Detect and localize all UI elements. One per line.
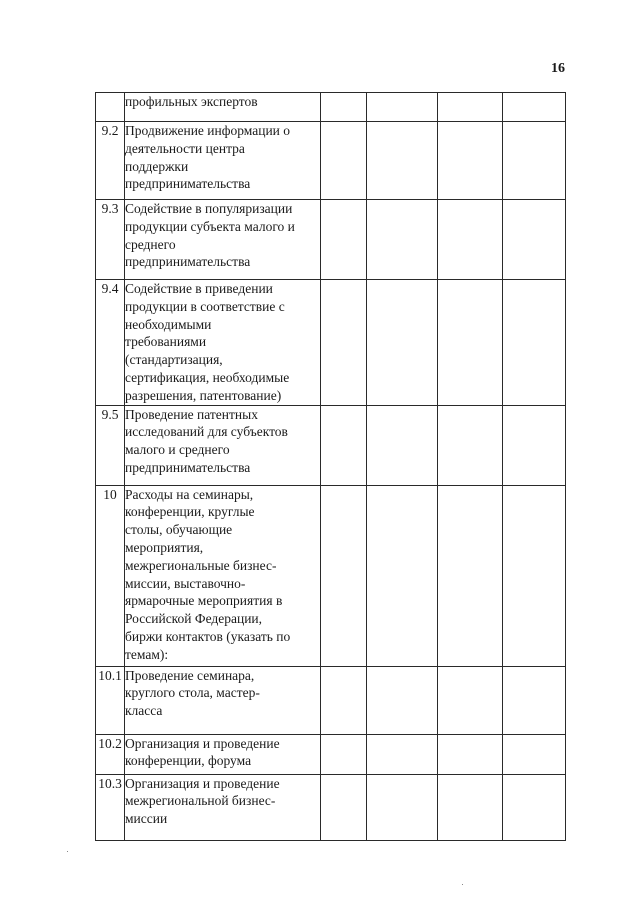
description-line: предпринимательства [125,176,251,192]
empty-cell [438,280,503,406]
empty-cell [367,774,438,840]
empty-cell [503,200,566,280]
item-description [125,93,321,122]
empty-cell [321,734,367,774]
description-line: среднего [125,236,176,252]
empty-cell [438,93,503,122]
description-line: Расходы на семинары, [125,486,254,502]
empty-cell [503,774,566,840]
empty-cell [321,122,367,200]
table-row [96,405,566,485]
item-description [125,280,321,406]
empty-cell [321,666,367,734]
description-line: миссии, выставочно- [125,575,246,591]
description-line: Организация и проведение [125,735,280,751]
empty-cell [321,280,367,406]
description-line: круглого стола, мастер- [125,685,260,701]
empty-cell [503,93,566,122]
empty-cell [321,485,367,666]
item-number: 9.4 [96,280,125,406]
description-line: конференции, круглые [125,504,255,520]
scan-speck [67,851,68,852]
description-line: конференции, форума [125,753,252,769]
page-number: 16 [551,61,565,76]
item-number: 10 [96,485,125,666]
scan-speck [462,884,463,885]
empty-cell [367,666,438,734]
empty-cell [503,405,566,485]
description-line: продукции в соответствие с [125,298,285,314]
description-line: Проведение семинара, [125,667,255,683]
empty-cell [503,485,566,666]
description-line: Проведение патентных [125,406,258,422]
description-line: темам): [125,646,169,662]
plan-table [95,92,566,841]
empty-cell [367,734,438,774]
description-line: малого и среднего [125,442,230,458]
empty-cell [438,200,503,280]
description-line: исследований для субъектов [125,424,288,440]
table-row [96,774,566,840]
item-description [125,405,321,485]
item-number: 10.1 [96,666,125,734]
empty-cell [367,122,438,200]
description-line: мероприятия, [125,539,204,555]
item-description [125,774,321,840]
empty-cell [367,485,438,666]
item-description [125,122,321,200]
item-description [125,200,321,280]
item-description [125,485,321,666]
description-line: (стандартизация, [125,352,223,368]
description-line: Содействие в приведении [125,281,273,296]
table-row [96,93,566,122]
empty-cell [367,200,438,280]
description-line: требованиями [125,334,207,350]
empty-cell [367,280,438,406]
empty-cell [321,774,367,840]
description-line: миссии [125,811,168,827]
description-line: ярмарочные мероприятия в [125,593,283,609]
empty-cell [438,485,503,666]
description-line: биржи контактов (указать по [125,628,291,644]
table-body [96,93,566,841]
empty-cell [503,734,566,774]
empty-cell [503,666,566,734]
empty-cell [438,734,503,774]
description-line: Продвижение информации о [125,123,291,138]
empty-cell [438,405,503,485]
table-row [96,200,566,280]
item-number: 9.3 [96,200,125,280]
empty-cell [321,405,367,485]
description-line: межрегиональные бизнес- [125,557,277,573]
item-number: 10.3 [96,774,125,840]
empty-cell [438,774,503,840]
empty-cell [503,280,566,406]
item-number: 9.2 [96,122,125,200]
description-line: класса [125,703,163,719]
empty-cell [321,200,367,280]
item-description [125,734,321,774]
item-number: 10.2 [96,734,125,774]
table-row [96,122,566,200]
empty-cell [367,93,438,122]
table-row [96,666,566,734]
table-row [96,280,566,406]
description-line: разрешения, патентование) [125,387,282,403]
description-line: межрегиональной бизнес- [125,793,276,809]
empty-cell [438,666,503,734]
item-number: 9.5 [96,405,125,485]
empty-cell [367,405,438,485]
item-number [96,93,125,122]
description-line: Содействие в популяризации [125,201,293,216]
description-line: сертификация, необходимые [125,369,290,385]
item-description [125,666,321,734]
description-line: деятельности центра [125,140,245,156]
table-row [96,485,566,666]
description-line: необходимыми [125,316,212,332]
description-line: поддержки [125,158,189,174]
description-line: Организация и проведение [125,775,280,791]
description-line: столы, обучающие [125,522,233,538]
description-line: предпринимательства [125,254,251,270]
empty-cell [321,93,367,122]
description-line: предпринимательства [125,459,251,475]
description-line: Российской Федерации, [125,611,263,627]
description-line: продукции субъекта малого и [125,218,295,234]
table-row [96,734,566,774]
empty-cell [503,122,566,200]
empty-cell [438,122,503,200]
description-line: профильных экспертов [125,94,258,109]
